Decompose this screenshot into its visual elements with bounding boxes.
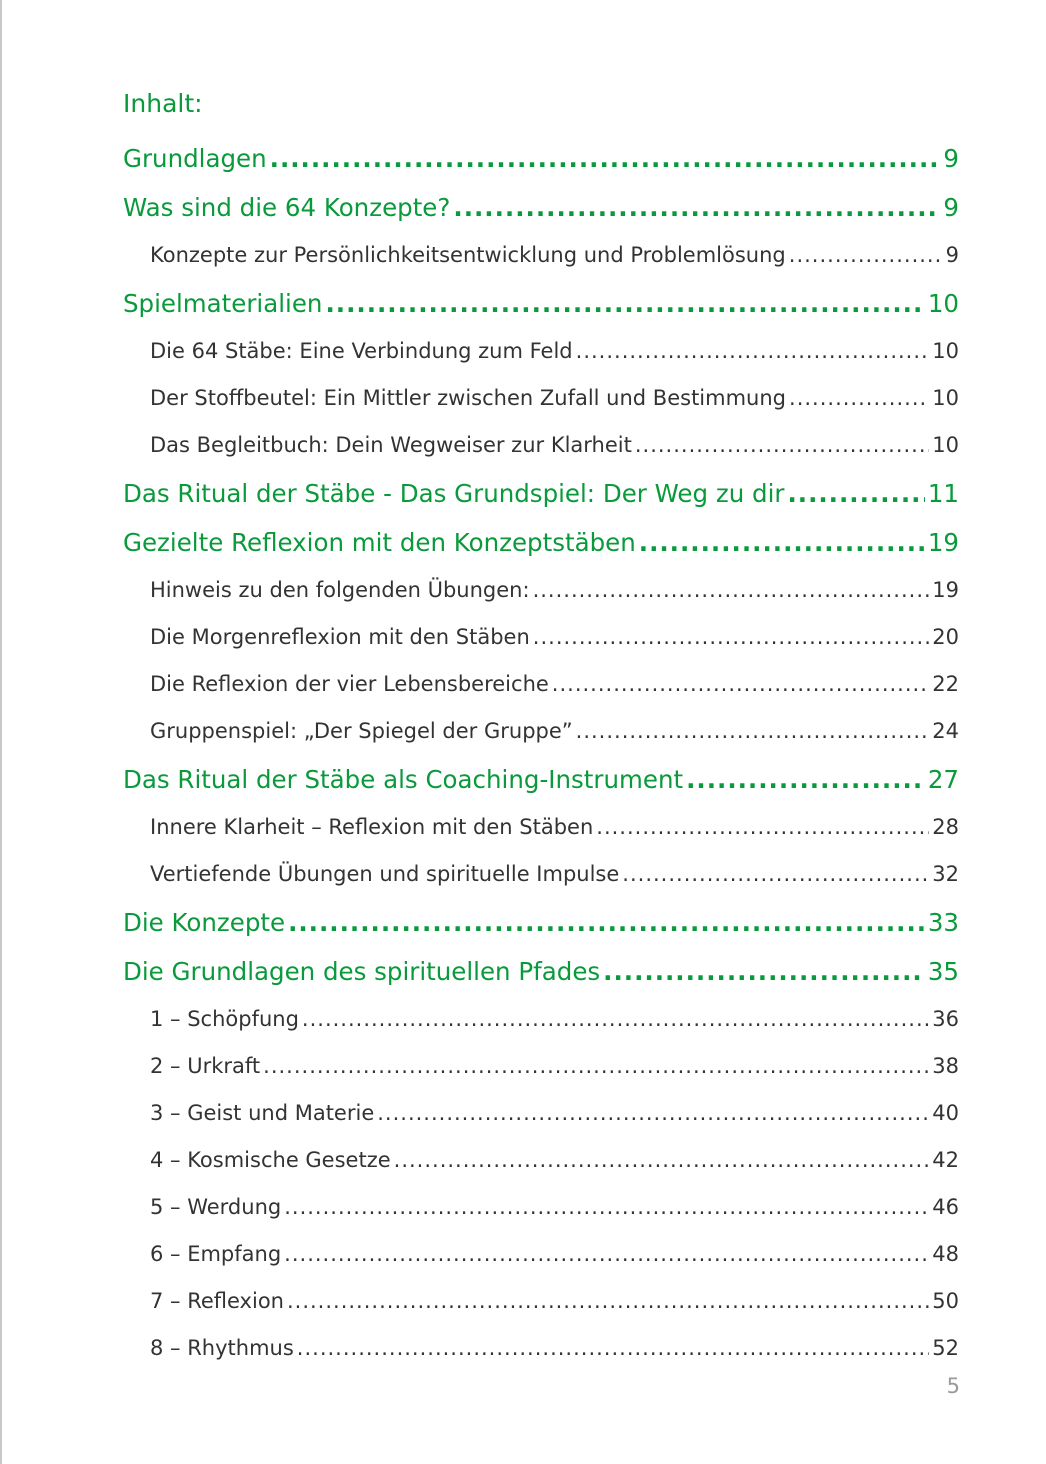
toc-subentry[interactable] [123, 232, 959, 279]
toc-subentry[interactable] [123, 1184, 959, 1231]
toc-entry-page: 9 [945, 243, 959, 267]
toc-entry-label: 1 – Schöpfung [150, 1007, 299, 1031]
toc-subentry[interactable] [123, 1090, 959, 1137]
table-of-contents [123, 84, 959, 1372]
dot-leader [552, 661, 929, 708]
toc-entry-page: 35 [927, 957, 959, 986]
toc-entry[interactable] [123, 947, 959, 996]
toc-subentry[interactable] [123, 567, 959, 614]
dot-leader [686, 755, 925, 804]
toc-subentry[interactable] [123, 1043, 959, 1090]
toc-subentry[interactable] [123, 1231, 959, 1278]
toc-entry-label: Der Stoffbeutel: Ein Mittler zwischen Zufall und Bestimmung [150, 386, 787, 410]
toc-entry[interactable] [123, 279, 959, 328]
toc-entry-page: 27 [927, 765, 959, 794]
toc-entry-label: Innere Klarheit – Reflexion mit den Stäben [150, 815, 594, 839]
toc-entry-page: 10 [932, 433, 959, 457]
toc-entry-label: 8 – Rhythmus [150, 1336, 294, 1360]
dot-leader [576, 708, 930, 755]
toc-entry[interactable] [123, 755, 959, 804]
dot-leader [533, 614, 929, 661]
toc-entry-label: 7 – Reflexion [150, 1289, 284, 1313]
dot-leader [622, 851, 929, 898]
toc-subentry[interactable] [123, 851, 959, 898]
toc-entry-page: 38 [932, 1054, 959, 1078]
dot-leader [789, 232, 943, 279]
dot-leader [284, 1184, 929, 1231]
toc-entry-label: Gruppenspiel: „Der Spiegel der Gruppe” [150, 719, 573, 743]
toc-entry-label: Die Reflexion der vier Lebensbereiche [150, 672, 549, 696]
toc-entry[interactable] [123, 469, 959, 518]
toc-entry-label: Die 64 Stäbe: Eine Verbindung zum Feld [150, 339, 573, 363]
toc-entry-page: 10 [932, 386, 959, 410]
toc-subentry[interactable] [123, 375, 959, 422]
dot-leader [635, 422, 929, 469]
dot-leader [453, 183, 940, 232]
toc-subentry[interactable] [123, 804, 959, 851]
toc-entry-page: 24 [932, 719, 959, 743]
toc-subentry[interactable] [123, 1137, 959, 1184]
dot-leader [533, 567, 930, 614]
toc-entry-label: 3 – Geist und Materie [150, 1101, 375, 1125]
toc-entry-label: Vertiefende Übungen und spirituelle Impulse [150, 862, 620, 886]
toc-entry-label: 4 – Kosmische Gesetze [150, 1148, 391, 1172]
page-edge [0, 0, 2, 1464]
toc-entry-label: Was sind die 64 Konzepte? [123, 193, 451, 222]
toc-entry-page: 42 [932, 1148, 959, 1172]
toc-subentry[interactable] [123, 422, 959, 469]
dot-leader [325, 279, 924, 328]
toc-entry-label: Das Begleitbuch: Dein Wegweiser zur Klarheit [150, 433, 632, 457]
dot-leader [596, 804, 929, 851]
toc-entry[interactable] [123, 518, 959, 567]
toc-entry-page: 52 [932, 1336, 959, 1360]
toc-subentry[interactable] [123, 1278, 959, 1325]
toc-entry-page: 20 [932, 625, 959, 649]
toc-subentry[interactable] [123, 996, 959, 1043]
dot-leader [270, 134, 941, 183]
toc-entry-page: 33 [927, 908, 959, 937]
toc-entry-label: Das Ritual der Stäbe - Das Grundspiel: Der Weg zu dir [123, 479, 785, 508]
toc-entry-page: 10 [932, 339, 959, 363]
toc-entry-page: 9 [943, 144, 959, 173]
toc-entry-label: Spielmaterialien [123, 289, 323, 318]
toc-subentry[interactable] [123, 614, 959, 661]
toc-entry-label: 5 – Werdung [150, 1195, 282, 1219]
toc-entry[interactable] [123, 134, 959, 183]
toc-entry-page: 46 [932, 1195, 959, 1219]
toc-entry-page: 50 [932, 1289, 959, 1313]
toc-entry-label: Grundlagen [123, 144, 267, 173]
toc-entry-label: Gezielte Reflexion mit den Konzeptstäben [123, 528, 636, 557]
toc-entry-label: 2 – Urkraft [150, 1054, 261, 1078]
toc-entry-page: 32 [932, 862, 959, 886]
toc-entry-page: 22 [932, 672, 959, 696]
toc-entry-page: 9 [943, 193, 959, 222]
toc-entry-page: 40 [932, 1101, 959, 1125]
dot-leader [284, 1231, 929, 1278]
dot-leader [263, 1043, 929, 1090]
toc-entry-page: 28 [932, 815, 959, 839]
toc-subentry[interactable] [123, 1325, 959, 1372]
toc-subentry[interactable] [123, 708, 959, 755]
dot-leader [576, 328, 930, 375]
dot-leader [603, 947, 925, 996]
dot-leader [377, 1090, 929, 1137]
toc-entry-label: Hinweis zu den folgenden Übungen: [150, 578, 530, 602]
toc-entry-page: 10 [927, 289, 959, 318]
toc-entry-label: Die Konzepte [123, 908, 286, 937]
toc-entry[interactable] [123, 183, 959, 232]
dot-leader [297, 1325, 929, 1372]
dot-leader [394, 1137, 930, 1184]
toc-entry-label: 6 – Empfang [150, 1242, 282, 1266]
toc-entry-page: 11 [927, 479, 959, 508]
toc-entry-page: 48 [932, 1242, 959, 1266]
dot-leader [787, 469, 924, 518]
toc-entry-label: Das Ritual der Stäbe als Coaching-Instrument [123, 765, 684, 794]
dot-leader [288, 898, 925, 947]
toc-entry-label: Konzepte zur Persönlichkeitsentwicklung und Problemlösung [150, 243, 786, 267]
dot-leader [639, 518, 925, 567]
toc-entry-page: 19 [927, 528, 959, 557]
toc-title: Inhalt: [123, 89, 203, 118]
page-number: 5 [946, 1374, 960, 1398]
dot-leader [302, 996, 929, 1043]
toc-entry-label: Die Grundlagen des spirituellen Pfades [123, 957, 601, 986]
dot-leader [789, 375, 929, 422]
toc-entry-page: 36 [932, 1007, 959, 1031]
toc-subentry[interactable] [123, 328, 959, 375]
dot-leader [287, 1278, 929, 1325]
toc-entry-label: Die Morgenreflexion mit den Stäben [150, 625, 530, 649]
toc-subentry[interactable] [123, 661, 959, 708]
toc-entry[interactable] [123, 898, 959, 947]
toc-entry-page: 19 [932, 578, 959, 602]
